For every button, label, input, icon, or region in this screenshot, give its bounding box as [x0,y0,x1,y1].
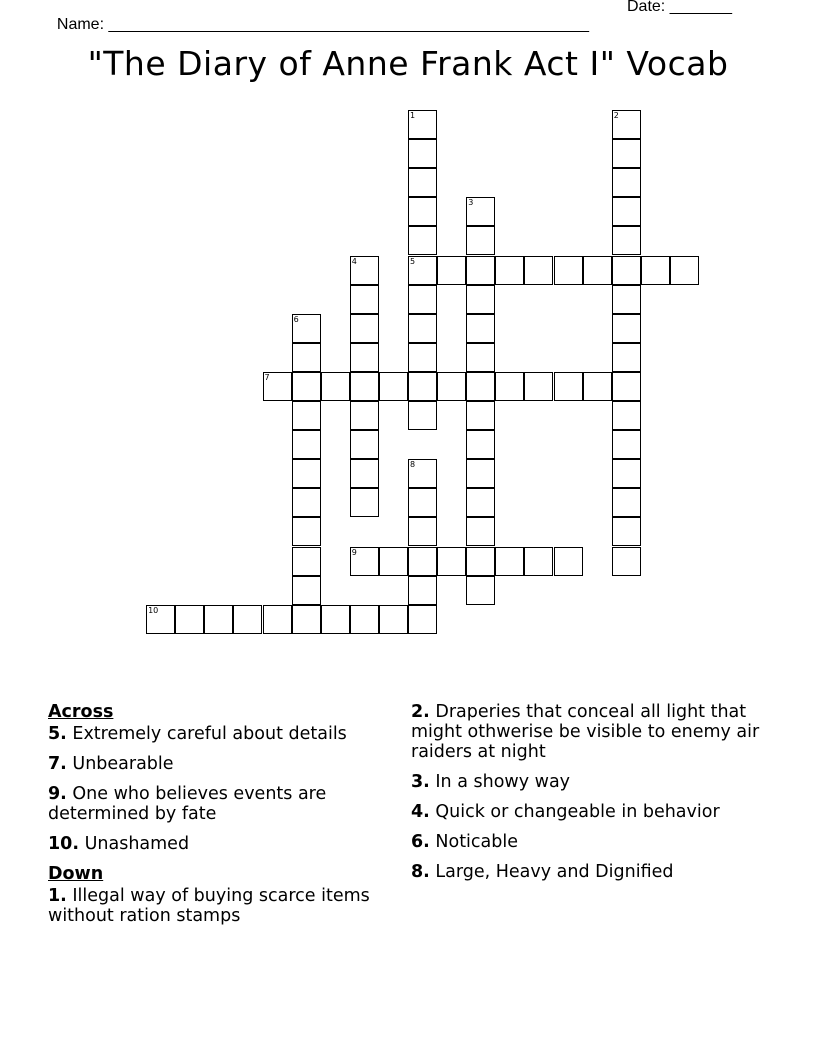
grid-cell[interactable] [466,576,495,605]
grid-cell[interactable] [321,372,350,401]
cell-number: 9 [351,547,357,557]
grid-cell[interactable] [437,372,466,401]
grid-cell[interactable] [292,605,321,634]
clue-text: One who believes events are determined by fate [48,784,327,824]
grid-cell[interactable] [408,401,437,430]
grid-cell[interactable] [495,256,524,285]
clue-number: 10. [48,834,80,854]
grid-cell[interactable] [292,372,321,401]
grid-cell[interactable] [350,256,379,285]
clue-across-5 [48,724,388,744]
grid-cell[interactable] [466,256,495,285]
grid-cell[interactable] [612,110,641,139]
grid-cell[interactable] [379,547,408,576]
grid-cell[interactable] [350,372,379,401]
grid-cell[interactable] [350,343,379,372]
grid-cell[interactable] [292,547,321,576]
clue-text: Unashamed [79,834,190,854]
clue-across-10 [48,834,388,854]
grid-cell[interactable] [408,547,437,576]
grid-cell[interactable] [466,547,495,576]
cell-number: 4 [351,256,357,266]
grid-cell[interactable] [612,197,641,226]
grid-cell[interactable] [321,605,350,634]
grid-cell[interactable] [408,517,437,546]
cell-number: 6 [293,314,299,324]
clues-right-column [411,702,761,892]
clue-text: Illegal way of buying scarce items without ration stamps [48,886,370,926]
grid-cell[interactable] [408,139,437,168]
clue-number: 5. [48,724,67,744]
grid-cell[interactable] [466,372,495,401]
grid-cell[interactable] [408,256,437,285]
grid-cell[interactable] [612,372,641,401]
grid-cell[interactable] [612,547,641,576]
grid-cell[interactable] [524,256,553,285]
grid-cell[interactable] [408,226,437,255]
clue-across-9 [48,784,388,824]
grid-cell[interactable] [466,517,495,546]
grid-cell[interactable] [495,372,524,401]
cell-number: 7 [264,372,270,382]
grid-cell[interactable] [408,285,437,314]
grid-cell[interactable] [612,168,641,197]
clue-text: Noticable [429,832,518,852]
grid-cell[interactable] [379,372,408,401]
grid-cell[interactable] [408,314,437,343]
grid-cell[interactable] [175,605,204,634]
clue-number: 1. [48,886,67,906]
grid-cell[interactable] [408,605,437,634]
cell-number: 5 [410,256,416,266]
grid-cell[interactable] [670,256,699,285]
grid-cell[interactable] [408,488,437,517]
grid-cell[interactable] [466,343,495,372]
grid-cell[interactable] [350,285,379,314]
clue-text: Draperies that conceal all light that might othwerise be visible to enemy air raiders at night [411,702,760,762]
clue-across-7 [48,754,388,774]
cell-number: 3 [468,198,474,208]
grid-cell[interactable] [466,430,495,459]
grid-cell[interactable] [146,605,175,634]
clues-left-column [48,702,388,936]
cell-number: 10 [148,605,159,615]
grid-cell[interactable] [350,488,379,517]
grid-cell[interactable] [437,256,466,285]
cell-number: 2 [613,111,619,120]
grid-cell[interactable] [612,343,641,372]
grid-cell[interactable] [263,605,292,634]
grid-cell[interactable] [612,314,641,343]
grid-cell[interactable] [350,547,379,576]
grid-cell[interactable] [466,401,495,430]
across-heading: Across [48,702,114,722]
grid-cell[interactable] [495,547,524,576]
grid-cell[interactable] [583,372,612,401]
page-title: "The Diary of Anne Frank Act I" Vocab [87,44,729,83]
grid-cell[interactable] [612,488,641,517]
grid-cell[interactable] [408,459,437,488]
grid-cell[interactable] [408,197,437,226]
grid-cell[interactable] [524,547,553,576]
clue-number: 3. [411,772,430,792]
clue-text: Unbearable [66,754,174,774]
grid-cell[interactable] [350,430,379,459]
grid-cell[interactable] [612,139,641,168]
grid-cell[interactable] [292,430,321,459]
grid-cell[interactable] [292,343,321,372]
grid-cell[interactable] [408,372,437,401]
grid-cell[interactable] [612,430,641,459]
date-field-label: Date: _______ [627,0,732,15]
clue-number: 9. [48,784,67,804]
grid-cell[interactable] [292,517,321,546]
grid-cell[interactable] [466,285,495,314]
grid-cell[interactable] [466,197,495,226]
grid-cell[interactable] [554,547,583,576]
grid-cell[interactable] [292,488,321,517]
grid-cell[interactable] [408,576,437,605]
grid-cell[interactable] [350,605,379,634]
grid-cell[interactable] [233,605,262,634]
grid-cell[interactable] [350,314,379,343]
clue-number: 7. [48,754,67,774]
grid-cell[interactable] [524,372,553,401]
clue-text: Large, Heavy and Dignified [429,862,674,882]
clue-down-3 [411,772,761,792]
clue-down-4 [411,802,761,822]
clue-number: 8. [411,862,430,882]
grid-cell[interactable] [554,256,583,285]
clue-text: Extremely careful about details [66,724,347,744]
grid-cell[interactable] [612,459,641,488]
grid-cell[interactable] [466,459,495,488]
clue-text: Quick or changeable in behavior [429,802,720,822]
grid-cell[interactable] [612,226,641,255]
clue-text: In a showy way [429,772,571,792]
grid-cell[interactable] [204,605,233,634]
grid-cell[interactable] [466,226,495,255]
grid-cell[interactable] [350,401,379,430]
clue-number: 2. [411,702,430,722]
clue-number: 6. [411,832,430,852]
cell-number: 8 [410,460,416,470]
down-heading: Down [48,864,104,884]
grid-cell[interactable] [437,547,466,576]
grid-cell[interactable] [292,459,321,488]
grid-cell[interactable] [379,605,408,634]
grid-cell[interactable] [612,285,641,314]
grid-cell[interactable] [408,110,437,139]
grid-cell[interactable] [466,488,495,517]
grid-cell[interactable] [466,314,495,343]
clue-down-2 [411,702,761,762]
grid-cell[interactable] [583,256,612,285]
grid-cell[interactable] [641,256,670,285]
name-field-label: Name: ______________________________________________________ [56,16,589,33]
grid-cell[interactable] [554,372,583,401]
cell-number: 1 [410,111,416,120]
clue-number: 4. [411,802,430,822]
grid-cell[interactable] [408,168,437,197]
grid-cell[interactable] [408,343,437,372]
clue-down-6 [411,832,761,852]
clue-down-1 [48,886,388,926]
clue-down-8 [411,862,761,882]
grid-cell[interactable] [292,314,321,343]
grid-cell[interactable] [292,576,321,605]
grid-cell[interactable] [612,256,641,285]
grid-cell[interactable] [263,372,292,401]
grid-cell[interactable] [612,517,641,546]
grid-cell[interactable] [350,459,379,488]
grid-cell[interactable] [292,401,321,430]
grid-cell[interactable] [612,401,641,430]
